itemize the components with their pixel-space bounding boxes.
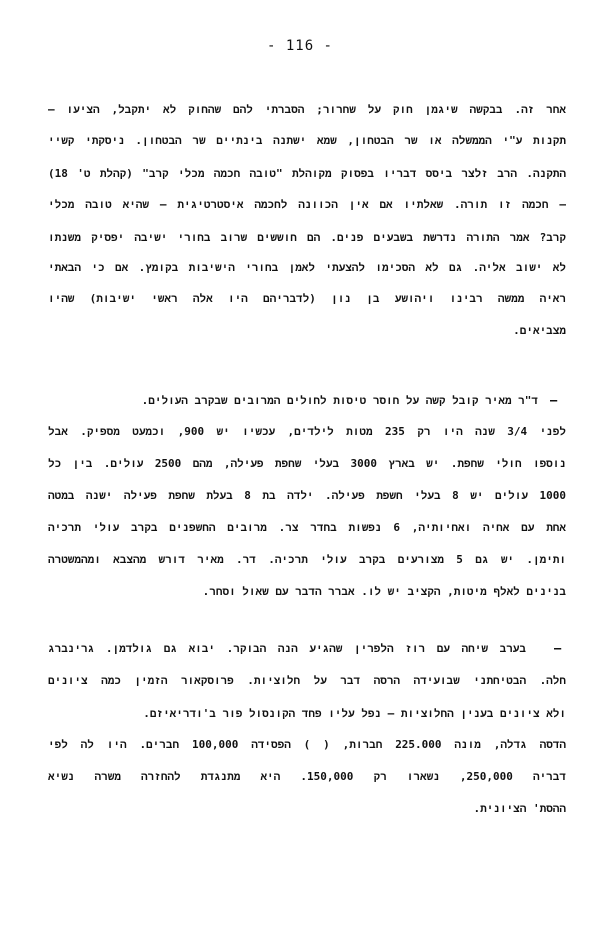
paragraph-2-line-1: ד"ר מאיר קובל קשה על חוסר טיסות לחולים המרובים שבקרב העולים. <box>141 394 538 407</box>
paragraph-1-line-8: מצביאים. <box>513 324 566 337</box>
paragraph-1-line-3: התקנה. הרב זלצר ביסס דבריו בפסוק מקוהלת "טובה חכמה מכלי קרב" (קהלת ט' 18) <box>48 167 566 180</box>
paragraph-3-line-1: בערב שיחה עם רוז הלפרין שהגיע הנה הבוקר. יבוא גם גולדמן. גרינברג <box>48 642 526 655</box>
paragraph-dash: – <box>550 393 558 407</box>
paragraph-2-line-5: אחת עם אחיה ואחיותיה, 6 נפשות בחדר צר. מרובים החשפנים בקרב עולי תרכיה <box>48 521 566 534</box>
paragraph-dash: – <box>554 641 562 655</box>
paragraph-3-line-6: ההסת' הציונית. <box>473 802 566 815</box>
paragraph-1-line-5: קרב? אמר התורה נדרשת בשבעים פנים. הם חוששים שרוב בחורי ישיבה יפסיק משנתו <box>48 231 566 244</box>
paragraph-1-line-1: אחר זה. בבקשה שיגמן חוק על שחרור; הסברתי להם שהחוק לא יתקבל, הציעו – <box>48 103 566 116</box>
paragraph-2-line-2: לפני 3/4 שנה היו רק 235 מטות לילדים, עכשיו יש 900, וכמעט מספיק. אבל <box>48 425 566 438</box>
paragraph-2-line-3: נוספו חולי שחפת. יש בארץ 3000 בעלי שחפת פעילה, מהם 2500 עולים. בין כל <box>48 457 566 470</box>
paragraph-1-line-4: – חכמה זו תורה. שאלתיו אם אין הכוונה לחכמה איסטרטיגית – שהיא טובה מכלי <box>48 198 566 211</box>
paragraph-3-line-4: הדסה גדלה, מונה 225.000 חברות, ( ) הפסידה 100,000 חברים. היו לה לפי <box>48 738 566 751</box>
paragraph-1-line-2: תקנות ע"י הממשלה או שר הבטחון, שמא ישתנה בינתיים שר הבטחון. ניסקתי קשיי <box>48 134 566 147</box>
paragraph-3-line-5: דבריה 250,000, נשארו רק 150,000. היא מתנגדת להחזרה משרה נשיא <box>48 770 566 783</box>
paragraph-3-line-2: חלה. הבטיחתני שבועידה הרסה דבר על חלוציות. פרוסקאור הזמין כמה ציונים <box>48 674 566 687</box>
paragraph-1-line-6: לא ישוב אליה. גם לא הסכימו להצעתי לאמן בחורי הישיבות בקומץ. אם כי הבאתי <box>48 261 566 274</box>
paragraph-2-line-6: ותימן. יש גם 5 מצורעים בקרב עולי תרכיה. דר. מאיר דורש מהצבא ומהמשטרה <box>48 553 566 566</box>
paragraph-1-line-7: ראיה ממשה רבינו ויהושע בן נון (לדבריהם היו אלה ראשי ישיבות) שהיו <box>48 292 566 305</box>
paragraph-2-line-4: 1000 עולים יש 8 בעלי חשפת פעילה. ילדה בת 8 בעלת שחפת פעילה ישנה במטה <box>48 489 566 502</box>
paragraph-2-line-7: בנינים לאלף מיטות, הקציב יש לו. אברר הדבר עם שאול וסחר. <box>202 585 566 598</box>
page-number: - 116 - <box>266 38 333 54</box>
paragraph-3-line-3: ולא ציונים בענין החלוציות – נפל עליו פחד הקונסול פור ב'ודריאיזם. <box>143 707 566 720</box>
